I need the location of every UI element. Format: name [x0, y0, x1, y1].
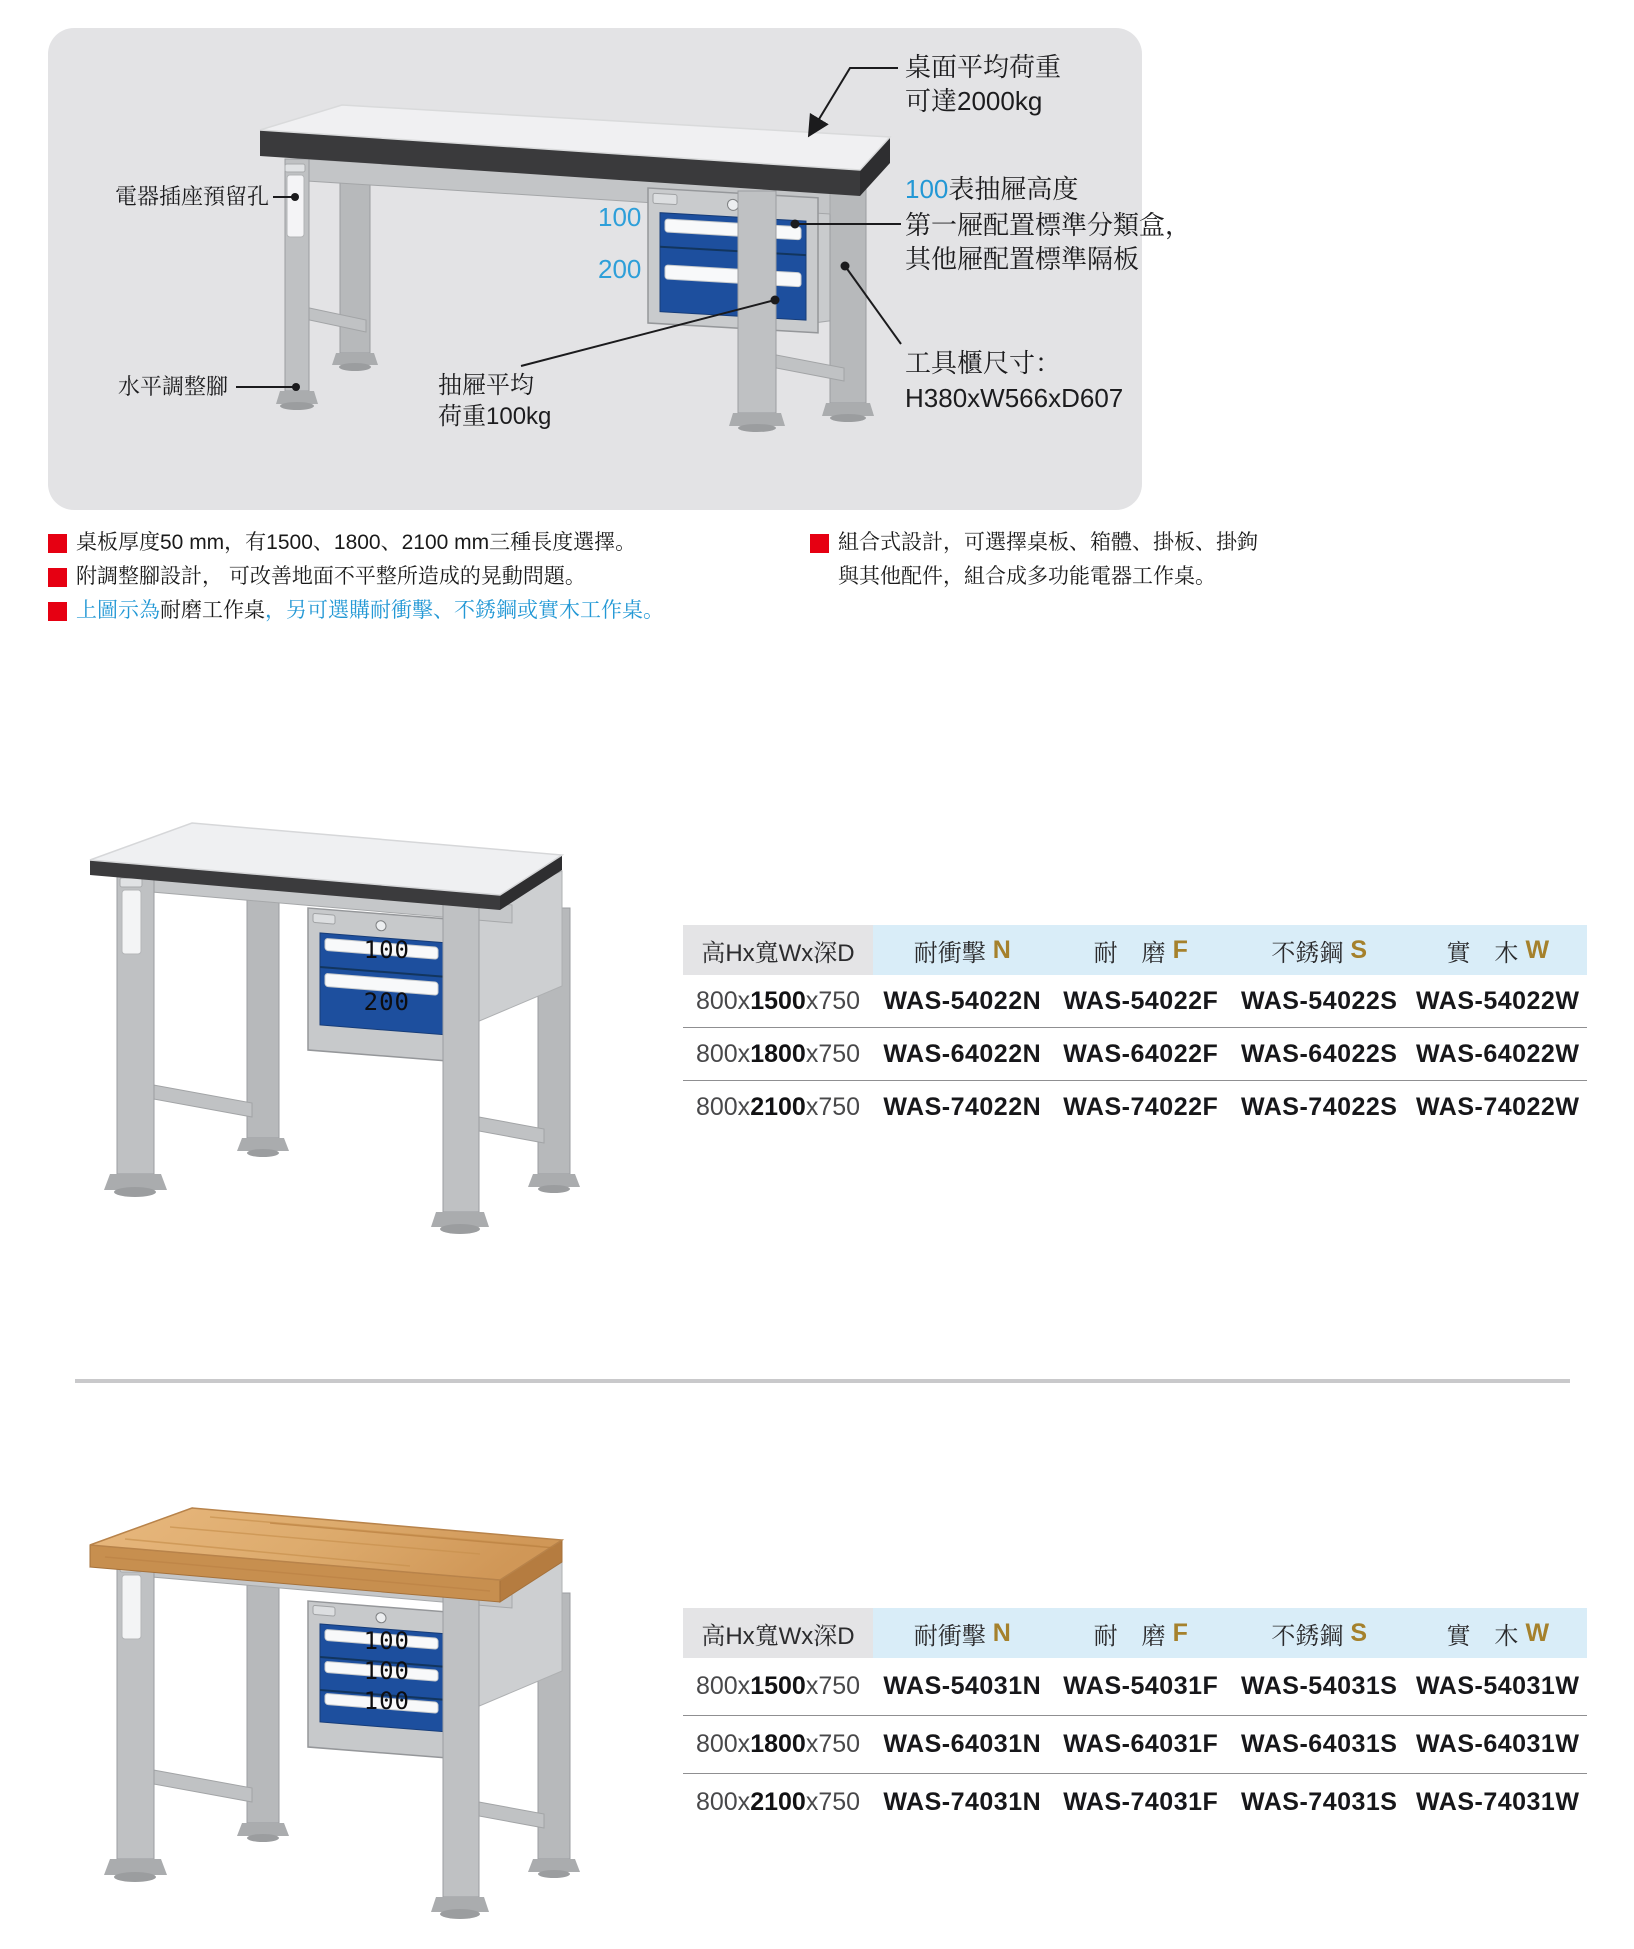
front-right-leg	[443, 904, 479, 1212]
model-code-cell: WAS-64031F	[1063, 1730, 1219, 1758]
table1-header-col-s	[1230, 925, 1409, 975]
workbench-wood-image	[60, 1345, 620, 1945]
leader-desk-load	[810, 68, 898, 134]
annotation-leveling-foot	[118, 373, 228, 401]
bullet-square-icon	[810, 534, 829, 553]
spec-table-laminate	[683, 925, 1587, 1133]
bench3-dim-label-2: 100	[363, 1657, 410, 1685]
bullet-square-icon	[48, 534, 67, 553]
col-f-name: 耐 磨	[1093, 1622, 1166, 1650]
annotation-drawer-height-text: 表抽屜高度	[948, 174, 1079, 204]
bullet-square-icon	[48, 602, 67, 621]
col-f-name: 耐 磨	[1093, 939, 1166, 967]
model-code-cell: WAS-74031S	[1241, 1788, 1398, 1816]
spec-table-wood	[683, 1608, 1587, 1831]
model-code-cell: WAS-64022F	[1063, 1039, 1219, 1068]
feature-item-3-blue1: 上圖示為	[76, 599, 160, 622]
col-n-code: N	[992, 1618, 1011, 1647]
feature-item-2	[76, 564, 586, 590]
back-left-leg	[247, 1561, 279, 1823]
drawer-cabinet-2	[308, 908, 455, 1062]
table2-header-col-f	[1052, 1608, 1231, 1658]
table2-header-col-n	[873, 1608, 1052, 1658]
model-code-cell: WAS-74031F	[1063, 1788, 1219, 1816]
left-brace	[148, 1769, 252, 1802]
annotation-leveling-foot-text: 水平調整腳	[118, 374, 229, 399]
model-code-cell: WAS-74022F	[1063, 1092, 1219, 1121]
model-code-cell: WAS-54031F	[1063, 1672, 1219, 1700]
dimension-cell: 800x1800x750	[695, 1730, 861, 1758]
model-code-cell: WAS-54022S	[1241, 986, 1398, 1015]
annotation-first-drawer-line2: 其他屜配置標準隔板	[905, 244, 1140, 274]
feature-item-right-line1-text: 組合式設計，可選擇桌板、箱體、掛板、掛鉤	[838, 531, 1258, 554]
table-row	[683, 1027, 1587, 1080]
dimension-cell: 800x2100x750	[695, 1092, 861, 1121]
front-right-leg	[443, 1589, 479, 1897]
annotation-cabinet-size-value: H380xW566xD607	[905, 383, 1124, 413]
model-code-cell: WAS-64031S	[1241, 1730, 1398, 1758]
feature-item-right-line2-text: 與其他配件，組合成多功能電器工作桌。	[838, 565, 1216, 588]
model-code-cell: WAS-54031S	[1241, 1672, 1398, 1700]
model-code-cell: WAS-54031N	[883, 1672, 1042, 1700]
annotation-socket-hole-text: 電器插座預留孔	[115, 184, 270, 209]
hero-drawer-dim-200: 200	[598, 254, 642, 284]
bench3-dim-label-3: 100	[363, 1687, 410, 1715]
socket-plate	[122, 890, 141, 954]
feature-item-2-text: 附調整腳設計， 可改善地面不平整所造成的晃動問題。	[76, 565, 586, 588]
dimension-cell: 800x2100x750	[695, 1788, 861, 1816]
col-n-name: 耐衝擊	[913, 1622, 986, 1650]
bench3-dim-label-1: 100	[363, 1627, 410, 1655]
table2-header-row	[683, 1608, 1587, 1658]
hero-panel	[48, 28, 1192, 510]
col-s-name: 不銹鋼	[1271, 939, 1344, 967]
model-code-cell: WAS-74031W	[1416, 1788, 1580, 1816]
table1-header-col-w	[1409, 925, 1588, 975]
feature-item-right-line2	[838, 564, 1216, 590]
col-s-code: S	[1350, 1618, 1368, 1647]
workbench-laminate-svg	[60, 660, 620, 1260]
latch-icon	[313, 913, 335, 924]
col-f-code: F	[1172, 1618, 1188, 1647]
annotation-desk-load	[905, 50, 1061, 118]
feature-item-right-line1	[838, 530, 1258, 556]
bench2-dim-label-1: 100	[363, 936, 410, 964]
col-n-name: 耐衝擊	[913, 939, 986, 967]
left-brace	[148, 1084, 252, 1117]
model-code-cell: WAS-54031W	[1416, 1672, 1580, 1700]
table-row	[683, 975, 1587, 1027]
annotation-desk-load-line1: 桌面平均荷重	[905, 52, 1062, 82]
table2-header-col-s	[1230, 1608, 1409, 1658]
model-code-cell: WAS-74031N	[883, 1788, 1042, 1816]
table-row	[683, 1080, 1587, 1133]
table-row	[683, 1715, 1587, 1773]
col-w-code: W	[1525, 1618, 1550, 1647]
dimension-cell: 800x1500x750	[695, 1672, 861, 1700]
table-row	[683, 1658, 1587, 1715]
table2-header-col-w	[1409, 1608, 1588, 1658]
back-left-leg	[247, 876, 279, 1138]
lock-icon	[376, 920, 386, 931]
annotation-drawer-height-number: 100	[905, 174, 949, 204]
model-code-cell: WAS-74022N	[883, 1092, 1042, 1121]
hero-socket-plate	[287, 175, 304, 237]
socket-plate	[122, 1575, 141, 1639]
col-w-name: 實 木	[1446, 1622, 1519, 1650]
model-code-cell: WAS-54022F	[1063, 986, 1219, 1015]
model-code-cell: WAS-64022S	[1241, 1039, 1398, 1068]
model-code-cell: WAS-64031W	[1416, 1730, 1580, 1758]
table1-header-row	[683, 925, 1587, 975]
annotation-first-drawer	[905, 208, 1191, 276]
col-s-code: S	[1350, 935, 1368, 964]
annotation-drawer-height	[905, 172, 1078, 206]
workbench-laminate-image	[60, 660, 620, 1260]
table2-header-dimension: 高Hx寬Wx深D	[683, 1608, 873, 1658]
col-w-code: W	[1525, 935, 1550, 964]
feature-item-1	[76, 530, 636, 556]
dimension-cell: 800x1800x750	[695, 1039, 861, 1068]
model-code-cell: WAS-74022S	[1241, 1092, 1398, 1121]
annotation-cabinet-size-label: 工具櫃尺寸：	[905, 348, 1062, 378]
hero-lock-icon	[728, 199, 739, 211]
feature-item-3-black: 耐磨工作桌	[160, 599, 265, 622]
dimension-cell: 800x1500x750	[695, 986, 861, 1015]
col-f-code: F	[1172, 935, 1188, 964]
col-n-code: N	[992, 935, 1011, 964]
hero-drawer-dim-100: 100	[598, 202, 642, 232]
feature-item-3-blue2: ，另可選購耐衝擊、不銹鋼或實木工作桌。	[265, 599, 664, 622]
model-code-cell: WAS-54022N	[883, 986, 1042, 1015]
table1-header-dimension: 高Hx寬Wx深D	[683, 925, 873, 975]
workbench-wood-svg	[60, 1345, 620, 1945]
latch-icon	[313, 1605, 335, 1616]
model-code-cell: WAS-54022W	[1416, 986, 1580, 1015]
model-code-cell: WAS-64031N	[883, 1730, 1042, 1758]
annotation-drawer-load-line2: 荷重100kg	[438, 403, 552, 430]
feature-item-1-text: 桌板厚度50 mm，有1500、1800、2100 mm三種長度選擇。	[76, 531, 637, 554]
feature-item-3	[76, 598, 664, 624]
annotation-desk-load-line2: 可達2000kg	[905, 86, 1043, 116]
bench2-dim-label-2: 200	[363, 988, 410, 1016]
table1-header-col-f	[1052, 925, 1231, 975]
table-row	[683, 1773, 1587, 1831]
lock-icon	[376, 1612, 386, 1623]
table1-header-col-n	[873, 925, 1052, 975]
col-s-name: 不銹鋼	[1271, 1622, 1344, 1650]
model-code-cell: WAS-74022W	[1416, 1092, 1580, 1121]
hero-latch-icon	[653, 193, 677, 204]
annotation-drawer-load-line1: 抽屜平均	[438, 372, 534, 399]
model-code-cell: WAS-64022W	[1416, 1039, 1580, 1068]
annotation-socket-hole	[115, 183, 269, 211]
annotation-drawer-load	[438, 370, 551, 432]
col-w-name: 實 木	[1446, 939, 1519, 967]
annotation-cabinet-size	[905, 346, 1123, 416]
annotation-first-drawer-line1: 第一屜配置標準分類盒，	[905, 210, 1192, 240]
bullet-square-icon	[48, 568, 67, 587]
model-code-cell: WAS-64022N	[883, 1039, 1042, 1068]
